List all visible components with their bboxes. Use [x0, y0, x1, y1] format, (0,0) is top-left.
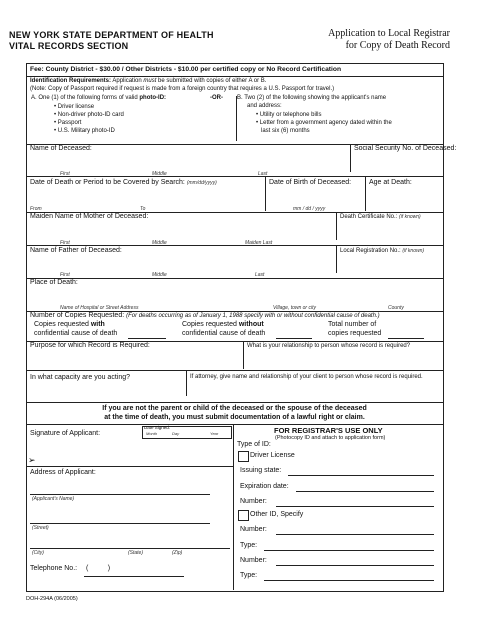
without-copies-2: confidential cause of death — [182, 330, 266, 337]
option-b-2: and address: — [247, 103, 282, 109]
place-input[interactable] — [26, 287, 441, 304]
hint-state: (State) — [128, 550, 144, 556]
number-label-2: Number: — [240, 526, 267, 533]
type-input-1[interactable] — [264, 550, 434, 551]
cert-no-text: Death Certificate No.: — [340, 214, 398, 220]
ident-heading: Identification Requirements: — [30, 78, 112, 84]
number-input-1[interactable] — [276, 506, 434, 507]
hint-zip: (Zip) — [172, 550, 183, 556]
type-label-1: Type: — [240, 542, 258, 549]
other-id-checkbox[interactable] — [238, 510, 249, 521]
hint-hospital: Name of Hospital or Street Address — [60, 305, 139, 311]
name-deceased-label: Name of Deceased: — [30, 145, 92, 152]
fee-line: Fee: County District - $30.00 / Other Districts - $10.00 per certified copy or No Record Certification — [30, 66, 342, 73]
hint-mother-first: First — [60, 240, 70, 246]
total-copies-1: Total number of — [328, 321, 377, 328]
date-format-hint: (mm/dd/yyyy) — [186, 180, 217, 186]
copies-note: (For deaths occurring as of January 1, 1988 specify with or without confidential cause of death.) — [126, 313, 380, 319]
with-copies-2: confidential cause of death — [34, 330, 118, 337]
copies-text: Number of Copies Requested: — [30, 312, 125, 319]
copies-label — [30, 312, 380, 319]
relationship-input[interactable] — [244, 350, 441, 368]
without-copies-bold: without — [238, 321, 264, 328]
option-a-photo: photo-ID: — [139, 95, 167, 101]
a-item-1: • Non-driver photo-ID card — [54, 112, 124, 118]
cert-no-label — [340, 214, 421, 220]
number-input-2[interactable] — [276, 534, 434, 535]
without-copies-text: Copies requested — [182, 321, 239, 328]
option-a — [31, 95, 166, 101]
capacity-input[interactable] — [26, 382, 185, 395]
date-death-text: Date of Death or Period to be Covered by Search: — [30, 179, 185, 186]
cert-if-known: (if known) — [399, 214, 421, 220]
signature-label: Signature of Applicant: — [30, 430, 101, 437]
number-input-3[interactable] — [276, 565, 434, 566]
arrow-icon: ➢ — [28, 455, 36, 465]
hint-city: (City) — [32, 550, 44, 556]
option-a-text: A. One (1) of the following forms of valid — [31, 95, 140, 101]
number-label-3: Number: — [240, 557, 267, 564]
or-label: -OR- — [210, 95, 223, 101]
other-id-label: Other ID, Specify — [250, 511, 304, 518]
hint-from: From — [30, 206, 42, 212]
a-item-0: • Driver license — [54, 104, 95, 110]
address-label: Address of Applicant: — [30, 469, 96, 476]
hint-father-last: Last — [255, 272, 265, 278]
month-hint: Month — [146, 431, 158, 436]
father-input[interactable] — [26, 255, 335, 272]
form-title-1: Application to Local Registrar — [328, 28, 450, 39]
applicant-name-input[interactable] — [30, 494, 210, 495]
hint-applicant-name: (Applicant's Name) — [32, 496, 75, 502]
a-item-3: • U.S. Military photo-ID — [54, 128, 115, 134]
dept-name: NEW YORK STATE DEPARTMENT OF HEALTH — [9, 30, 214, 40]
mother-input[interactable] — [26, 221, 335, 239]
dob-label: Date of Birth of Deceased: — [269, 179, 352, 186]
hint-father-first: First — [60, 272, 70, 278]
total-copies-input[interactable] — [388, 338, 424, 339]
dob-input[interactable] — [266, 188, 364, 206]
form-title-2: for Copy of Death Record — [345, 40, 450, 51]
issuing-state-input[interactable] — [288, 475, 434, 476]
b-item-1: • Letter from a government agency dated within the — [256, 120, 392, 126]
ident-must: must — [143, 78, 157, 84]
total-copies-2: copies requested — [328, 330, 382, 337]
phone-label: Telephone No.: — [30, 565, 78, 572]
ssn-label: Social Security No. of Deceased: — [354, 145, 457, 152]
local-reg-input[interactable] — [337, 255, 441, 272]
ident-note: (Note: Copy of Passport required if request is made from a foreign country that requires a U.S. Passport for travel.) — [30, 86, 335, 92]
b-item-0: • Utility or telephone bills — [256, 112, 322, 118]
date-signed-label: Date Signed: — [144, 425, 171, 430]
with-copies-1 — [34, 321, 105, 328]
place-label: Place of Death: — [30, 279, 78, 286]
driver-license-checkbox[interactable] — [238, 451, 249, 462]
phone-input[interactable] — [84, 576, 184, 577]
capacity-label: In what capacity are you acting? — [30, 374, 131, 381]
ident-line1 — [30, 78, 266, 84]
local-reg-if-known: (if known) — [402, 248, 425, 254]
date-death-input[interactable] — [26, 188, 264, 206]
date-death-label — [30, 179, 217, 186]
cert-no-input[interactable] — [337, 221, 441, 239]
form-number: DOH-294A (06/2005) — [26, 596, 78, 602]
type-id-label: Type of ID: — [237, 441, 271, 448]
expiration-input[interactable] — [296, 491, 434, 492]
age-input[interactable] — [366, 188, 441, 206]
notice-line-1: If you are not the parent or child of the deceased or the spouse of the deceased — [102, 405, 367, 412]
hint-dob-format: mm / dd / yyyy — [293, 206, 326, 212]
relationship-label: What is your relationship to person whose record is required? — [247, 343, 411, 349]
name-deceased-input[interactable] — [26, 152, 350, 171]
with-copies-input[interactable] — [128, 338, 166, 339]
a-item-2: • Passport — [54, 120, 82, 126]
purpose-input[interactable] — [26, 350, 242, 368]
hint-last: Last — [258, 171, 268, 177]
driver-license-label: Driver License — [250, 452, 295, 459]
year-hint: Year — [210, 431, 219, 436]
hint-street: (Street) — [32, 525, 49, 531]
hint-middle: Middle — [152, 171, 167, 177]
notice-line-2: at the time of death, you must submit documentation of a lawful right or claim. — [104, 414, 365, 421]
street-input[interactable] — [30, 523, 210, 524]
expiration-label: Expiration date: — [240, 483, 289, 490]
with-copies-text: Copies requested — [34, 321, 91, 328]
without-copies-input[interactable] — [276, 338, 312, 339]
hint-to: To — [140, 206, 146, 212]
purpose-label: Purpose for which Record is Required: — [30, 342, 150, 349]
signature-input[interactable] — [40, 448, 230, 462]
mother-label: Maiden Name of Mother of Deceased: — [30, 213, 149, 220]
section-name: VITAL RECORDS SECTION — [9, 41, 129, 51]
phone-area-code: ( ) — [86, 565, 111, 572]
ident-text-a: Application — [111, 78, 144, 84]
age-label: Age at Death: — [369, 179, 412, 186]
without-copies-1 — [182, 321, 264, 328]
hint-village: Village, town or city — [273, 305, 316, 311]
local-reg-label — [340, 248, 424, 254]
city-state-zip-input[interactable] — [30, 548, 230, 549]
father-label: Name of Father of Deceased: — [30, 247, 122, 254]
ident-text-b: be submitted with copies of either A or B. — [156, 78, 267, 84]
type-label-2: Type: — [240, 572, 258, 579]
ssn-input[interactable] — [351, 152, 441, 171]
day-hint: Day — [172, 431, 180, 436]
attorney-label: If attorney, give name and relationship of your client to person whose record is required. — [190, 374, 423, 380]
registrar-title: FOR REGISTRAR'S USE ONLY — [274, 426, 383, 435]
type-input-2[interactable] — [264, 580, 434, 581]
issuing-state-label: Issuing state: — [240, 467, 282, 474]
hint-county: County — [388, 305, 404, 311]
b-item-2: last six (6) months — [261, 128, 310, 134]
hint-mother-middle: Middle — [152, 240, 167, 246]
hint-first: First — [60, 171, 70, 177]
hint-maiden-last: Maiden Last — [245, 240, 273, 246]
registrar-subtitle: (Photocopy ID and attach to application form) — [275, 435, 386, 441]
local-reg-text: Local Registration No.: — [340, 248, 401, 254]
option-b: B. Two (2) of the following showing the applicant's name — [237, 95, 387, 101]
attorney-input[interactable] — [187, 382, 441, 395]
with-copies-bold: with — [90, 321, 105, 328]
hint-father-middle: Middle — [152, 272, 167, 278]
number-label-1: Number: — [240, 498, 267, 505]
